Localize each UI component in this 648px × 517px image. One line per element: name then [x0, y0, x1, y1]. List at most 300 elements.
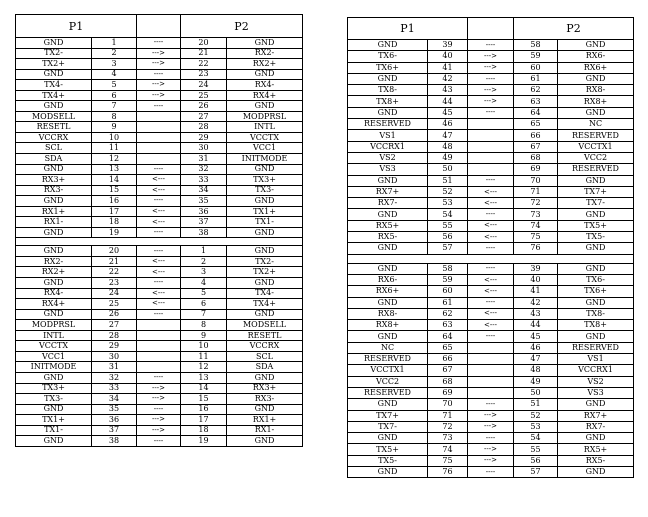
signal-p1: MODSELL	[16, 111, 92, 122]
signal-p1: RX2+	[16, 267, 92, 278]
pin-p2: 42	[514, 297, 558, 308]
signal-p1: TX7-	[348, 421, 428, 432]
pin-p2: 51	[514, 399, 558, 410]
pin-p1: 31	[92, 362, 137, 373]
signal-p2: TX5+	[558, 220, 634, 231]
direction: <---	[468, 320, 514, 331]
pin-p2: 18	[181, 425, 227, 436]
signal-p2: VCC1	[227, 143, 303, 154]
direction	[137, 154, 181, 165]
signal-p2: RX5-	[558, 455, 634, 466]
signal-p1: RX4-	[16, 288, 92, 299]
pin-p1: 37	[92, 425, 137, 436]
pin-p2: 46	[514, 342, 558, 353]
table-row	[348, 354, 634, 365]
signal-p2: GND	[227, 164, 303, 175]
signal-p2: TX6-	[558, 274, 634, 285]
direction: <---	[137, 299, 181, 310]
signal-p2: TX1+	[227, 206, 303, 217]
signal-p1: RX1-	[16, 217, 92, 228]
table-row	[16, 69, 303, 80]
direction: ----	[468, 297, 514, 308]
direction: ----	[468, 331, 514, 342]
direction	[137, 362, 181, 373]
table-header-row	[348, 18, 634, 40]
header-p2: P2	[181, 15, 303, 38]
direction: ----	[137, 372, 181, 383]
header-spacer	[468, 18, 514, 40]
pin-p2: 50	[514, 387, 558, 398]
pin-p2: 19	[181, 436, 227, 447]
signal-p2: GND	[558, 433, 634, 444]
signal-p2: GND	[558, 175, 634, 186]
direction: ----	[137, 38, 181, 49]
direction	[137, 351, 181, 362]
pin-p2: 35	[181, 196, 227, 207]
pin-p2: 13	[181, 372, 227, 383]
signal-p2: SCL	[227, 351, 303, 362]
signal-p1: VS1	[348, 130, 428, 141]
signal-p2: RX5+	[558, 444, 634, 455]
direction: ----	[137, 404, 181, 415]
signal-p1: TX6+	[348, 62, 428, 73]
pin-p1: 69	[428, 387, 468, 398]
signal-p1: RX6-	[348, 274, 428, 285]
pin-p2: 24	[181, 80, 227, 91]
direction	[468, 342, 514, 353]
signal-p1: RX8-	[348, 308, 428, 319]
pin-p2: 64	[514, 107, 558, 118]
pin-p1: 36	[92, 415, 137, 426]
direction	[468, 387, 514, 398]
signal-p2: TX3+	[227, 175, 303, 186]
pin-p1: 70	[428, 399, 468, 410]
pin-p2: 61	[514, 73, 558, 84]
table-row	[16, 196, 303, 207]
pin-p1: 29	[92, 341, 137, 352]
signal-p2: SDA	[227, 362, 303, 373]
pin-p1: 30	[92, 351, 137, 362]
signal-p2: GND	[558, 73, 634, 84]
pin-p2: 3	[181, 267, 227, 278]
signal-p2: RX7-	[558, 421, 634, 432]
signal-p1: GND	[16, 309, 92, 320]
table-row	[16, 299, 303, 310]
signal-p2: RX8+	[558, 96, 634, 107]
pin-p2: 37	[181, 217, 227, 228]
pin-p1: 10	[92, 132, 137, 143]
table-row	[348, 198, 634, 209]
pin-p2: 26	[181, 101, 227, 112]
signal-p1: GND	[348, 73, 428, 84]
direction	[137, 132, 181, 143]
table-row	[16, 330, 303, 341]
block-separator	[348, 254, 634, 263]
signal-p1: VS3	[348, 164, 428, 175]
table-row	[348, 331, 634, 342]
pin-p2: 22	[181, 59, 227, 70]
pin-p1: 22	[92, 267, 137, 278]
table-row	[348, 365, 634, 376]
table-row	[348, 455, 634, 466]
signal-p1: GND	[16, 101, 92, 112]
signal-p1: GND	[16, 278, 92, 289]
signal-p2: GND	[558, 107, 634, 118]
table-row	[348, 387, 634, 398]
signal-p2: GND	[558, 331, 634, 342]
direction	[468, 365, 514, 376]
pin-p2: 6	[181, 299, 227, 310]
pin-p1: 49	[428, 152, 468, 163]
signal-p2: RX3+	[227, 383, 303, 394]
pin-p2: 8	[181, 320, 227, 331]
pin-p1: 62	[428, 308, 468, 319]
direction: <---	[137, 185, 181, 196]
pin-p2: 49	[514, 376, 558, 387]
direction: <---	[468, 308, 514, 319]
direction: ----	[468, 433, 514, 444]
signal-p2: GND	[558, 40, 634, 51]
table-row	[348, 421, 634, 432]
table-row	[348, 308, 634, 319]
signal-p2: RESERVED	[558, 130, 634, 141]
pin-p2: 25	[181, 90, 227, 101]
pin-p2: 76	[514, 243, 558, 254]
signal-p1: VS2	[348, 152, 428, 163]
direction: --->	[137, 383, 181, 394]
signal-p1: TX3+	[16, 383, 92, 394]
table-row	[16, 111, 303, 122]
signal-p2: GND	[558, 399, 634, 410]
signal-p1: RX5-	[348, 232, 428, 243]
pin-p1: 34	[92, 394, 137, 405]
signal-p2: VCC2	[558, 152, 634, 163]
signal-p2: GND	[558, 243, 634, 254]
direction: ----	[137, 227, 181, 238]
signal-p1: MODPRSL	[16, 320, 92, 331]
signal-p1: GND	[348, 40, 428, 51]
signal-p2: TX3-	[227, 185, 303, 196]
signal-p1: VCCTX	[16, 341, 92, 352]
pin-p1: 39	[428, 40, 468, 51]
table-row	[348, 274, 634, 285]
pin-p1: 43	[428, 85, 468, 96]
table-row	[16, 48, 303, 59]
direction: ----	[137, 69, 181, 80]
pin-p1: 61	[428, 297, 468, 308]
pin-p2: 45	[514, 331, 558, 342]
signal-p2: GND	[558, 263, 634, 274]
pin-p1: 41	[428, 62, 468, 73]
direction: <---	[468, 232, 514, 243]
signal-p2: VCCTX	[227, 132, 303, 143]
signal-p1: TX7+	[348, 410, 428, 421]
pin-p1: 33	[92, 383, 137, 394]
pin-p1: 32	[92, 372, 137, 383]
signal-p2: GND	[558, 297, 634, 308]
signal-p1: GND	[16, 227, 92, 238]
table-row	[16, 227, 303, 238]
table-row	[348, 141, 634, 152]
signal-p1: GND	[16, 404, 92, 415]
direction: ----	[468, 399, 514, 410]
signal-p1: TX5+	[348, 444, 428, 455]
signal-p1: GND	[16, 246, 92, 257]
signal-p2: RESERVED	[558, 342, 634, 353]
table-row	[16, 436, 303, 447]
pin-p1: 66	[428, 354, 468, 365]
signal-p1: GND	[348, 175, 428, 186]
direction: --->	[137, 80, 181, 91]
table-row	[348, 466, 634, 477]
direction	[137, 143, 181, 154]
pin-p1: 38	[92, 436, 137, 447]
pin-p2: 55	[514, 444, 558, 455]
signal-p1: RX7+	[348, 186, 428, 197]
signal-p2: GND	[558, 209, 634, 220]
pin-p1: 3	[92, 59, 137, 70]
direction	[468, 119, 514, 130]
pin-p1: 15	[92, 185, 137, 196]
separator-cell	[348, 254, 634, 263]
pin-p1: 56	[428, 232, 468, 243]
pin-p2: 31	[181, 154, 227, 165]
signal-p2: GND	[227, 436, 303, 447]
pin-p1: 40	[428, 51, 468, 62]
table-row	[348, 130, 634, 141]
pin-p1: 44	[428, 96, 468, 107]
pin-p1: 68	[428, 376, 468, 387]
signal-p1: RX4+	[16, 299, 92, 310]
table-row	[16, 90, 303, 101]
table-row	[348, 220, 634, 231]
pin-p2: 4	[181, 278, 227, 289]
direction: <---	[137, 256, 181, 267]
pin-p1: 59	[428, 274, 468, 285]
pin-p1: 26	[92, 309, 137, 320]
direction	[137, 330, 181, 341]
pin-p2: 62	[514, 85, 558, 96]
table-row	[348, 40, 634, 51]
pin-p2: 27	[181, 111, 227, 122]
signal-p2: VCCRX	[227, 341, 303, 352]
pin-p1: 46	[428, 119, 468, 130]
pin-p2: 40	[514, 274, 558, 285]
pin-p2: 36	[181, 206, 227, 217]
pin-p2: 57	[514, 466, 558, 477]
table-row	[348, 164, 634, 175]
pin-p1: 64	[428, 331, 468, 342]
direction: --->	[468, 51, 514, 62]
pin-p1: 67	[428, 365, 468, 376]
table-row	[16, 132, 303, 143]
table-row	[348, 297, 634, 308]
signal-p2: GND	[558, 466, 634, 477]
table-row	[16, 256, 303, 267]
signal-p2: TX7+	[558, 186, 634, 197]
table-row	[348, 243, 634, 254]
direction: <---	[137, 175, 181, 186]
direction	[137, 341, 181, 352]
signal-p2: VS1	[558, 354, 634, 365]
signal-p1: GND	[348, 107, 428, 118]
signal-p2: GND	[227, 404, 303, 415]
signal-p2: TX2+	[227, 267, 303, 278]
table-row	[16, 341, 303, 352]
direction: <---	[137, 206, 181, 217]
pin-p1: 50	[428, 164, 468, 175]
pin-p2: 39	[514, 263, 558, 274]
pin-p1: 12	[92, 154, 137, 165]
signal-p2: RX1-	[227, 425, 303, 436]
pin-p1: 19	[92, 227, 137, 238]
pin-p2: 66	[514, 130, 558, 141]
direction: <---	[468, 198, 514, 209]
pin-p2: 16	[181, 404, 227, 415]
signal-p2: RESERVED	[558, 164, 634, 175]
direction	[468, 376, 514, 387]
signal-p1: TX1+	[16, 415, 92, 426]
direction: <---	[137, 288, 181, 299]
signal-p1: GND	[348, 297, 428, 308]
pin-p2: 29	[181, 132, 227, 143]
signal-p2: TX4-	[227, 288, 303, 299]
signal-p2: VS2	[558, 376, 634, 387]
pin-p2: 44	[514, 320, 558, 331]
direction: ----	[137, 309, 181, 320]
pin-p1: 25	[92, 299, 137, 310]
table-row	[16, 246, 303, 257]
table-row	[16, 175, 303, 186]
signal-p2: TX5-	[558, 232, 634, 243]
pin-p2: 41	[514, 286, 558, 297]
signal-p2: TX8+	[558, 320, 634, 331]
pin-p2: 21	[181, 48, 227, 59]
pin-p2: 56	[514, 455, 558, 466]
direction	[468, 141, 514, 152]
pinout-table-right	[347, 17, 634, 478]
direction: ----	[468, 243, 514, 254]
pin-p1: 55	[428, 220, 468, 231]
direction	[468, 164, 514, 175]
signal-p1: VCC1	[16, 351, 92, 362]
pin-p1: 73	[428, 433, 468, 444]
pin-p2: 74	[514, 220, 558, 231]
pin-p1: 7	[92, 101, 137, 112]
signal-p1: VCCRX	[16, 132, 92, 143]
table-row	[348, 62, 634, 73]
signal-p1: VCCRX1	[348, 141, 428, 152]
pin-p2: 59	[514, 51, 558, 62]
direction: ----	[137, 246, 181, 257]
pin-p1: 24	[92, 288, 137, 299]
pin-p1: 57	[428, 243, 468, 254]
pin-p2: 32	[181, 164, 227, 175]
pin-p2: 73	[514, 209, 558, 220]
direction: <---	[137, 217, 181, 228]
direction: ----	[468, 209, 514, 220]
pin-p2: 65	[514, 119, 558, 130]
signal-p1: TX2+	[16, 59, 92, 70]
signal-p2: VCCRX1	[558, 365, 634, 376]
table-row	[16, 164, 303, 175]
pin-p2: 69	[514, 164, 558, 175]
direction: ----	[468, 263, 514, 274]
pin-p1: 1	[92, 38, 137, 49]
table-row	[348, 399, 634, 410]
signal-p2: GND	[227, 38, 303, 49]
pin-p2: 17	[181, 415, 227, 426]
signal-p1: GND	[16, 164, 92, 175]
table-row	[16, 185, 303, 196]
pin-p1: 42	[428, 73, 468, 84]
signal-p2: TX4+	[227, 299, 303, 310]
direction	[137, 320, 181, 331]
pin-p2: 23	[181, 69, 227, 80]
direction: --->	[468, 96, 514, 107]
signal-p1: RX2-	[16, 256, 92, 267]
signal-p1: VCC2	[348, 376, 428, 387]
signal-p1: GND	[348, 466, 428, 477]
signal-p1: TX5-	[348, 455, 428, 466]
table-row	[348, 410, 634, 421]
signal-p2: RX2+	[227, 59, 303, 70]
signal-p1: GND	[348, 331, 428, 342]
signal-p2: GND	[227, 246, 303, 257]
pin-p1: 54	[428, 209, 468, 220]
signal-p1: TX6-	[348, 51, 428, 62]
pin-p1: 2	[92, 48, 137, 59]
table-row	[348, 263, 634, 274]
direction	[137, 122, 181, 133]
direction: --->	[137, 415, 181, 426]
header-p1: P1	[16, 15, 137, 38]
pin-p1: 65	[428, 342, 468, 353]
direction: --->	[137, 59, 181, 70]
signal-p2: GND	[227, 101, 303, 112]
pin-p1: 13	[92, 164, 137, 175]
pin-p2: 72	[514, 198, 558, 209]
table-row	[348, 152, 634, 163]
pin-p1: 52	[428, 186, 468, 197]
table-row	[16, 217, 303, 228]
signal-p2: INTL	[227, 122, 303, 133]
direction: --->	[468, 455, 514, 466]
header-p1: P1	[348, 18, 468, 40]
table-row	[348, 320, 634, 331]
pin-p2: 75	[514, 232, 558, 243]
pin-p2: 10	[181, 341, 227, 352]
table-row	[16, 309, 303, 320]
pin-p2: 58	[514, 40, 558, 51]
signal-p2: RX6+	[558, 62, 634, 73]
table-row	[16, 372, 303, 383]
pin-p1: 45	[428, 107, 468, 118]
signal-p1: TX2-	[16, 48, 92, 59]
table-row	[348, 232, 634, 243]
signal-p2: RX7+	[558, 410, 634, 421]
signal-p2: GND	[227, 196, 303, 207]
table-row	[16, 320, 303, 331]
pin-p2: 28	[181, 122, 227, 133]
pin-p2: 33	[181, 175, 227, 186]
table-row	[16, 362, 303, 373]
signal-p1: SCL	[16, 143, 92, 154]
signal-p2: TX1-	[227, 217, 303, 228]
signal-p1: RX8+	[348, 320, 428, 331]
signal-p2: RX8-	[558, 85, 634, 96]
table-row	[16, 288, 303, 299]
